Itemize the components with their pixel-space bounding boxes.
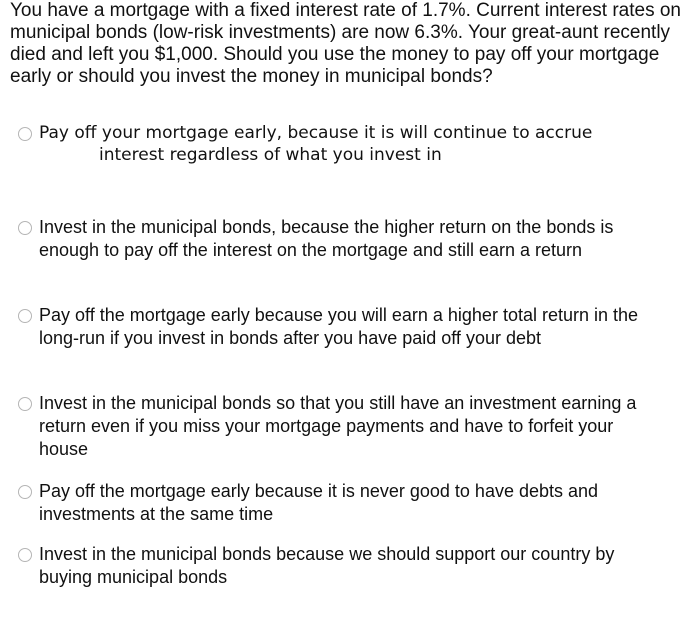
answer-option-label: Invest in the municipal bonds because we should support our country by buying municipal bonds (39, 544, 615, 587)
question-text: You have a mortgage with a fixed interest rate of 1.7%. Current interest rates on municipal bonds (low-risk investments) are now 6.3%. Your great-aunt recently died and left you $1,000. Should you use the money to pay off your mortgage early or should you invest the money in municipal bonds? (10, 0, 682, 87)
radio-button[interactable] (18, 548, 32, 562)
answer-option-label (39, 122, 659, 166)
answer-option-label: Pay off the mortgage early because you will earn a higher total return in the long-run if you invest in bonds after you have paid off your debt (39, 305, 639, 348)
answer-option-label: Pay off the mortgage early because it is never good to have debts and investments at the same time (39, 481, 599, 524)
radio-button[interactable] (18, 221, 32, 235)
answer-option-label-line-1: Pay off your mortgage early, because it is will continue to accrue (39, 123, 593, 143)
answer-option-label: Invest in the municipal bonds, because the higher return on the bonds is enough to pay off the interest on the mortgage and still earn a return (39, 217, 614, 260)
answer-option-4[interactable] (18, 392, 678, 462)
answer-option-6[interactable] (18, 543, 678, 591)
radio-button[interactable] (18, 127, 32, 141)
answer-option-2[interactable] (18, 216, 678, 286)
answer-option-label: Invest in the municipal bonds so that you still have an investment earning a return even if you miss your mortgage payments and have to forfeit your house (39, 393, 637, 459)
radio-button[interactable] (18, 309, 32, 323)
answer-option-5[interactable] (18, 480, 678, 528)
answer-option-3[interactable] (18, 304, 678, 374)
answer-option-1[interactable] (18, 122, 678, 168)
answer-option-label-line-2: interest regardless of what you invest in (99, 145, 442, 165)
radio-button[interactable] (18, 397, 32, 411)
radio-button[interactable] (18, 485, 32, 499)
